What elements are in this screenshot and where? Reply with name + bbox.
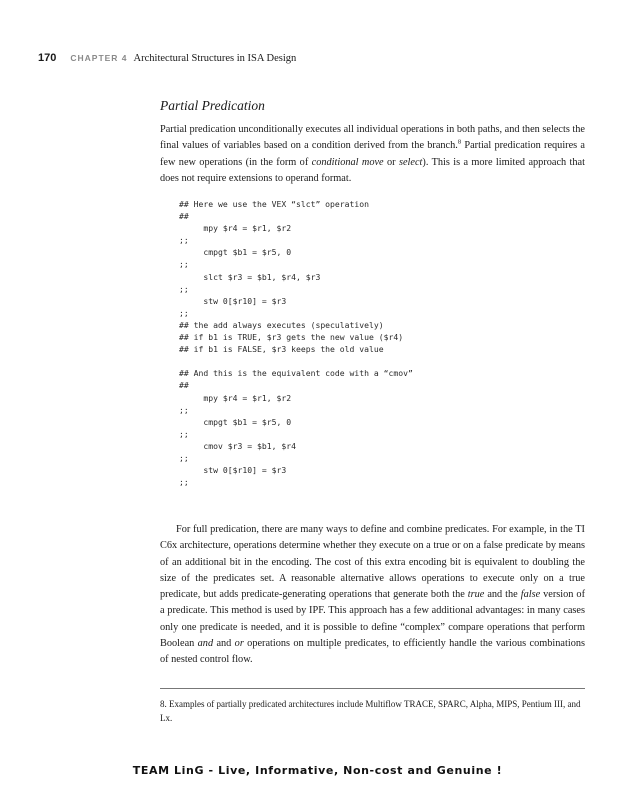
code-line: ## if b1 is TRUE, $r3 gets the new value ($r4) (179, 332, 404, 343)
paragraph-text: Partial predication requires a few new operations (in the form of (160, 140, 586, 168)
footnote: 8. Examples of partially predicated architectures include Multiflow TRACE, SPARC, Alpha, MIPS, Pentium III, and Lx. (160, 699, 581, 723)
footnote-divider (160, 688, 585, 689)
emphasis-term: conditional move (311, 156, 384, 168)
code-line: ## (179, 380, 189, 391)
emphasis-term: or (234, 638, 244, 650)
paragraph-text: and (213, 638, 235, 650)
footnote-reference: 8 (457, 138, 462, 146)
code-line: stw 0[$r10] = $r3 (179, 465, 287, 476)
paragraph-text: or (383, 156, 399, 168)
code-listing (179, 198, 413, 488)
paragraph-text: Partial predication unconditionally executes all individual operations in both paths, and then selects the final values of variables based on a condition derived from the branch. (160, 124, 585, 152)
code-line: ## And this is the equivalent code with a “cmov” (179, 368, 413, 379)
code-line: cmov $r3 = $b1, $r4 (179, 440, 296, 451)
code-line: cmpgt $b1 = $r5, 0 (179, 416, 292, 427)
code-line: ;; (179, 428, 189, 439)
code-line: ;; (179, 452, 189, 463)
paragraph-partial-predication (160, 122, 585, 187)
code-line: ## Here we use the VEX “slct” operation (179, 199, 370, 209)
code-line: ## if b1 is FALSE, $r3 keeps the old value (179, 344, 384, 355)
code-line: slct $r3 = $b1, $r4, $r3 (179, 271, 321, 282)
emphasis-term: select (398, 156, 423, 168)
running-header (38, 52, 296, 64)
code-line: ;; (179, 235, 189, 246)
paragraph-text: ). This is a more limited approach that does not require extensions to operand format. (160, 156, 585, 184)
paragraph-text: For full predication, there are many ways to define and combine predicates. For example, in the TI C6x architecture, operations determine whether they execute on a true or on a false predicate by means of an additional bit in the encoding. The cost of this extra encoding bit is equivalent to doubling the size of the predicates set. A reasonable alternative allows operations to execute only on a true predicate, but adds predicate-generating operations that generate both the (160, 524, 585, 601)
code-line: ;; (179, 404, 189, 415)
emphasis-term: false (520, 589, 541, 601)
paragraph-text: and the (484, 589, 521, 601)
code-line: ;; (179, 283, 189, 294)
code-line: ;; (179, 307, 189, 318)
code-line: ;; (179, 259, 189, 270)
chapter-title: Architectural Structures in ISA Design (133, 53, 297, 64)
paragraph-full-predication (160, 522, 585, 669)
code-line: ;; (179, 477, 189, 488)
code-line: mpy $r4 = $r1, $r2 (179, 392, 292, 403)
code-line (179, 355, 413, 367)
team-ling-banner: TEAM LinG - Live, Informative, Non-cost and Genuine ! (132, 764, 503, 777)
code-line: cmpgt $b1 = $r5, 0 (179, 247, 292, 258)
chapter-label: CHAPTER 4 (70, 53, 128, 63)
code-line: mpy $r4 = $r1, $r2 (179, 223, 292, 234)
section-heading: Partial Predication (160, 98, 265, 113)
emphasis-term: true (467, 589, 485, 601)
code-line: ## the add always executes (speculatively) (179, 319, 384, 330)
code-line: ## (179, 211, 189, 222)
paragraph-text: operations on multiple predicates, to efficiently handle the various combinations of nested control flow. (160, 638, 586, 666)
code-line: stw 0[$r10] = $r3 (179, 295, 287, 306)
page-number: 170 (38, 52, 57, 64)
paragraph-text: version of a predicate. This method is used by IPF. This approach has a few additional advantages: in many cases only one predicate is needed, and it is possible to define “complex” compare operations that perform Boolean (160, 589, 586, 650)
emphasis-term: and (197, 638, 214, 650)
